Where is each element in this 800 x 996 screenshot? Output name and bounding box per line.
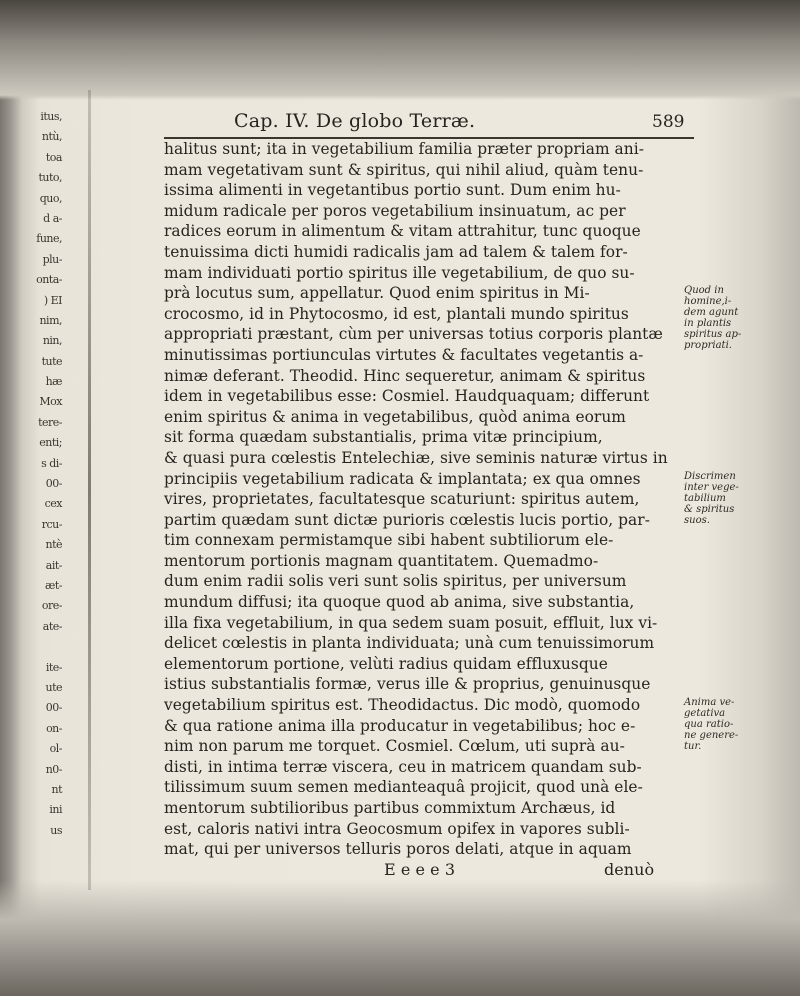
fragment-line: rcu- [41,517,62,531]
fragment-line: us [50,823,62,837]
text-line: principiis vegetabilium radicata & implantata; ex qua omnes [164,469,641,488]
fragment-line: ini [49,803,62,817]
fragment-line: Mox [39,395,62,409]
fragment-line: nt [51,782,62,796]
text-line: disti, in intima terræ viscera, ceu in matricem quandam sub- [164,757,642,776]
header-title: Cap. IV. De globo Terræ. [234,110,476,132]
page-number: 589 [652,112,685,132]
fragment-line [0,640,62,660]
fragment-line: ute [45,680,62,694]
text-line: idem in vegetabilibus esse: Cosmiel. Haudquaquam; differunt [164,387,650,406]
text-line: & quasi pura cœlestis Entelechiæ, sive seminis naturæ virtus in [164,448,668,467]
fragment-line: nim, [39,313,62,327]
text-line: prà locutus sum, appellatur. Quod enim spiritus in Mi- [164,284,590,303]
fragment-line: n0- [45,762,62,776]
text-line: tenuissima dicti humidi radicalis jam ad talem & talem for- [164,242,628,261]
fragment-line: tere- [38,415,62,429]
fragment-line: ate- [42,619,62,633]
text-line: dum enim radii solis veri sunt solis spiritus, per universum [164,572,627,591]
fragment-line: tute [41,354,62,368]
text-line: tim connexam permistamque sibi habent subtiliorum ele- [164,531,614,550]
running-header [124,108,704,138]
fragment-line: æt- [45,578,62,592]
book-gutter [88,90,91,890]
catchword: denuò [604,859,655,879]
fragment-line: toa [45,150,62,164]
fragment-line: ait- [45,558,62,572]
fragment-line: s di- [41,456,62,470]
margin-note: Quod in homine,i- dem agunt in plantis spiritus ap- propriati. [684,285,742,352]
page-footer [164,860,664,881]
text-line: issima alimenti in vegetantibus portio sunt. Dum enim hu- [164,181,621,200]
text-line: mundum diffusi; ita quoque quod ab anima, sive substantia, [164,593,635,612]
adjacent-page-fragment [0,110,66,850]
text-line: est, caloris nativi intra Geocosmum opifex in vapores subli- [164,819,630,838]
text-line: mentorum subtilioribus partibus commixtum Archæus, id [164,799,616,817]
fragment-line: cex [44,497,62,511]
text-line: vires, proprietates, facultatesque scaturiunt: spiritus autem, [164,490,640,509]
body-text [164,139,668,880]
text-line: halitus sunt; ita in vegetabilium familia præter propriam ani- [164,140,644,158]
fragment-line: on- [46,721,62,735]
text-line: appropriati præstant, cùm per universas totius corporis plantæ [164,325,663,344]
fragment-line: fune, [36,232,62,246]
fragment-line: 00- [45,477,62,491]
fragment-line: d a- [43,211,62,225]
text-line: & qua ratione anima illa producatur in vegetabilibus; hoc e- [164,716,636,735]
text-line: crocosmo, id in Phytocosmo, id est, plantali mundo spiritus [164,304,629,323]
text-line: mentorum portionis magnam quantitatem. Quemadmo- [164,551,599,570]
text-line: vegetabilium spiritus est. Theodidactus. Dic modò, quomodo [164,696,641,715]
margin-note: Discrimen inter vege- tabilium & spiritus suos. [684,470,739,526]
fragment-line: enti; [39,436,62,450]
text-line: nimæ deferant. Theodid. Hinc sequeretur, animam & spiritus [164,366,646,385]
fragment-line: ite- [45,660,62,674]
text-line: radices eorum in alimentum & vitam attrahitur, tunc quoque [164,222,641,241]
text-line: nim non parum me torquet. Cosmiel. Cœlum, uti suprà au- [164,737,625,756]
signature-mark: E e e e 3 [384,859,456,879]
fragment-line: ntè [45,538,62,552]
fragment-line: 00- [45,701,62,715]
book-page [124,108,742,879]
text-line: tilissimum suum semen medianteaquâ projicit, quod unà ele- [164,778,643,797]
margin-note: Anima ve- getativa qua ratio- ne genere- tur. [684,697,739,753]
fragment-line: plu- [42,252,62,266]
fragment-line: ntù, [41,130,62,144]
text-line: mam individuati portio spiritus ille vegetabilium, de quo su- [164,263,635,282]
text-line: elementorum portione, velùti radius quidam effluxusque [164,654,608,673]
text-line: mam vegetativam sunt & spiritus, qui nihil aliud, quàm tenu- [164,160,644,179]
fragment-line: ol- [49,742,62,756]
fragment-line: tuto, [38,171,62,185]
text-line: midum radicale per poros vegetabilium insinuatum, ac per [164,201,626,220]
fragment-line: itus, [40,110,62,123]
fragment-line: ore- [41,599,62,613]
bottom-shadow [0,880,800,996]
fragment-line: ) EI [43,293,62,307]
text-line: partim quædam sunt dictæ purioris cœlestis lucis portio, par- [164,510,650,529]
fragment-line: nin, [42,334,62,348]
text-line: mat, qui per universos telluris poros delati, atque in aquam [164,840,632,859]
text-line: sit forma quædam substantialis, prima vitæ principium, [164,428,603,447]
fragment-line: onta- [36,273,62,287]
text-line: minutissimas portiunculas virtutes & facultates vegetantis a- [164,345,644,364]
text-line: illa fixa vegetabilium, in qua sedem suam posuit, effluit, lux vi- [164,613,658,632]
fragment-line: quo, [39,191,62,205]
fragment-line: hæ [45,375,62,389]
text-line: delicet cœlestis in planta individuata; unà cum tenuissimorum [164,634,655,653]
text-line: istius substantialis formæ, verus ille & proprius, genuinusque [164,675,651,694]
top-shadow [0,0,800,100]
text-line: enim spiritus & anima in vegetabilibus, quòd anima eorum [164,407,626,426]
